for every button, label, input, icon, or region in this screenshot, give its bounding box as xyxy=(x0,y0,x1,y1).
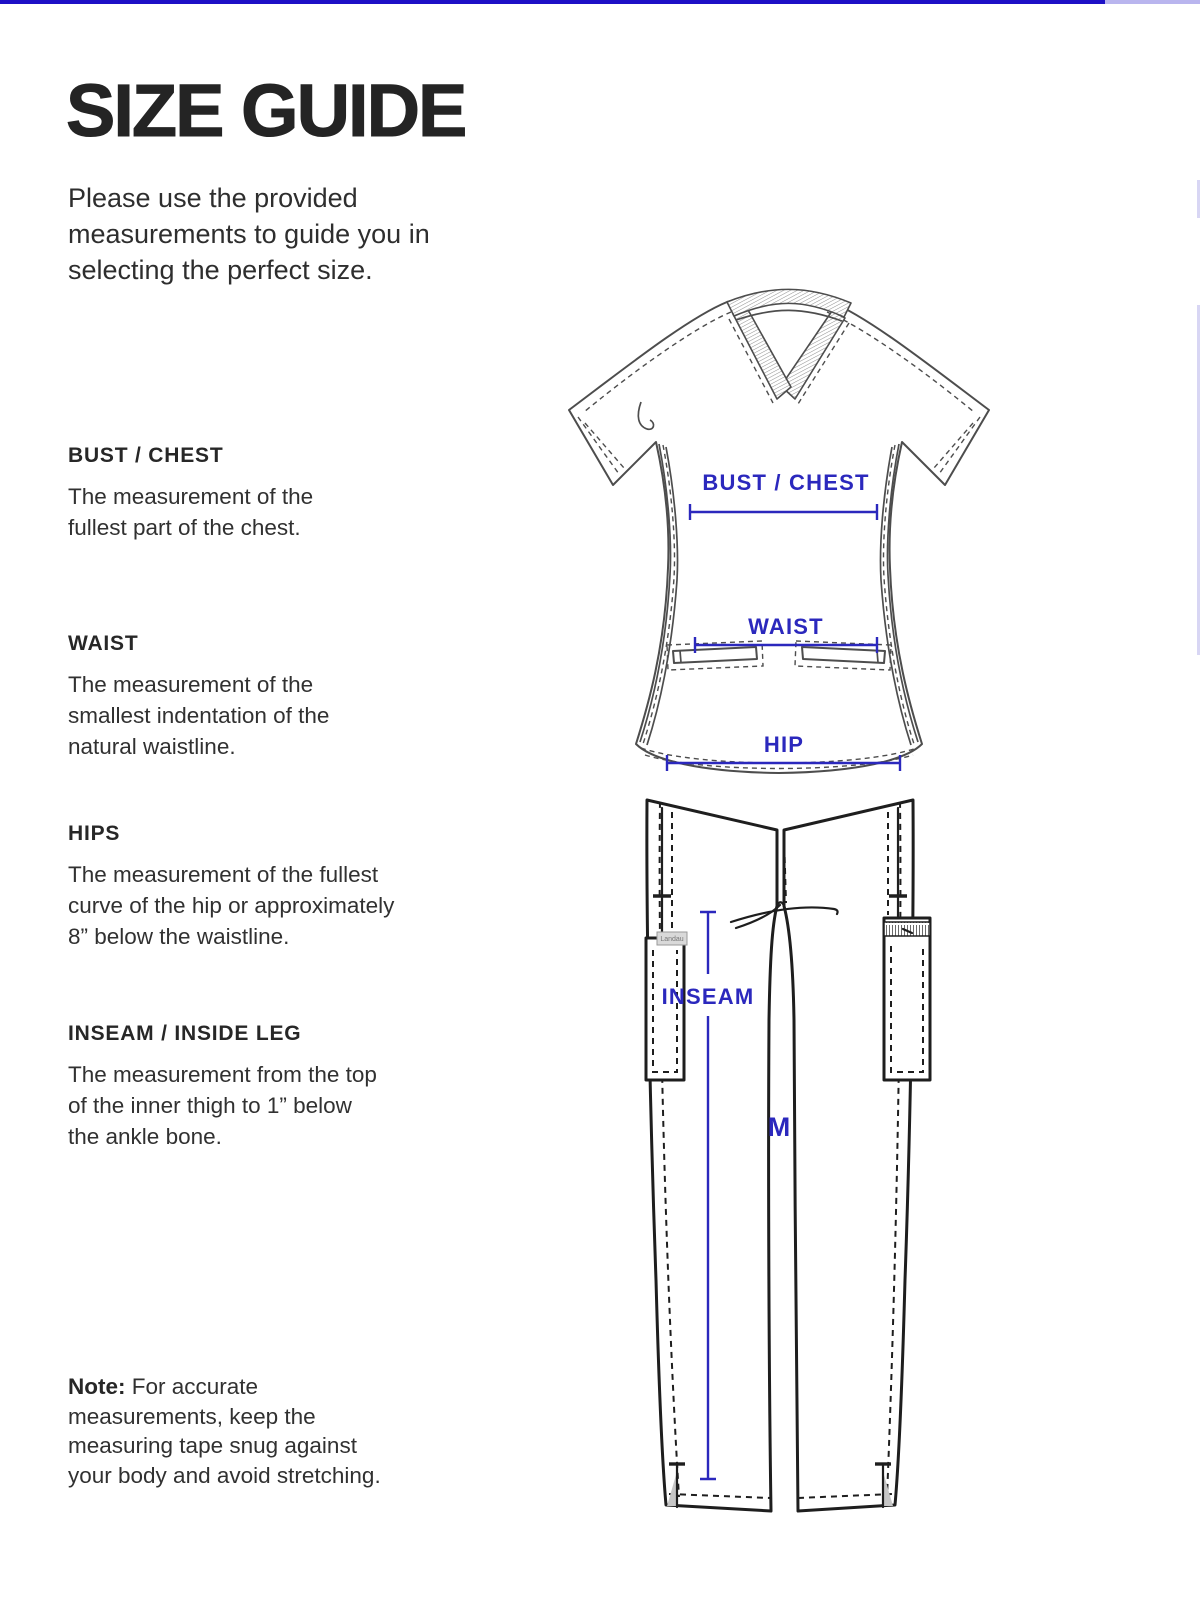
inseam-label: INSEAM xyxy=(661,984,755,1009)
section-body-line: natural waistline. xyxy=(68,734,236,759)
section-body-line: The measurement of the fullest xyxy=(68,862,379,887)
intro-text xyxy=(68,180,430,288)
section-body-line: of the inner thigh to 1” below xyxy=(68,1093,352,1118)
section-bust-chest xyxy=(68,444,528,543)
section-body-line: smallest indentation of the xyxy=(68,703,330,728)
section-waist xyxy=(68,632,528,762)
section-heading: HIPS xyxy=(68,822,121,845)
top-border-bar-light xyxy=(1105,0,1200,4)
note-line: measurements, keep the xyxy=(68,1403,316,1429)
note-line: For accurate xyxy=(131,1374,259,1399)
page-title: SIZE GUIDE xyxy=(66,69,466,152)
section-heading: WAIST xyxy=(68,632,139,655)
section-body-line: The measurement from the top xyxy=(68,1062,377,1087)
pants-left-leg xyxy=(647,800,777,1511)
section-body-line: the ankle bone. xyxy=(68,1124,222,1149)
left-cargo-pocket xyxy=(646,938,684,1080)
scrub-top-drawing xyxy=(569,289,989,773)
hip-label: HIP xyxy=(763,732,805,757)
waist-label: WAIST xyxy=(748,614,824,639)
section-heading: INSEAM / INSIDE LEG xyxy=(68,1022,302,1045)
section-heading: BUST / CHEST xyxy=(68,444,224,467)
section-body-line: 8” below the waistline. xyxy=(68,924,290,949)
section-body-line: curve of the hip or approximately xyxy=(68,893,395,918)
section-body-line: The measurement of the xyxy=(68,484,314,509)
zipper-band xyxy=(884,922,930,936)
section-inseam xyxy=(68,1022,528,1152)
top-border-bar xyxy=(0,0,1200,4)
intro-line: selecting the perfect size. xyxy=(68,255,373,285)
size-letter: M xyxy=(767,1112,791,1142)
intro-line: measurements to guide you in xyxy=(68,219,430,249)
note-line: measuring tape snug against xyxy=(68,1433,357,1458)
note-text xyxy=(68,1372,508,1490)
note-label: Note: xyxy=(68,1374,126,1399)
section-hips xyxy=(68,822,528,952)
section-body-line: fullest part of the chest. xyxy=(68,515,301,540)
left-welt-cap xyxy=(680,651,681,663)
note-line: your body and avoid stretching. xyxy=(68,1462,381,1488)
section-body-line: The measurement of the xyxy=(68,672,314,697)
left-welt-pocket xyxy=(673,647,757,663)
pants-drawing xyxy=(646,800,930,1511)
intro-line: Please use the provided xyxy=(68,183,358,213)
size-guide-diagram xyxy=(530,278,1010,1540)
bust-chest-label: BUST / CHEST xyxy=(702,470,870,495)
brand-tag-label: Landau xyxy=(660,936,684,943)
